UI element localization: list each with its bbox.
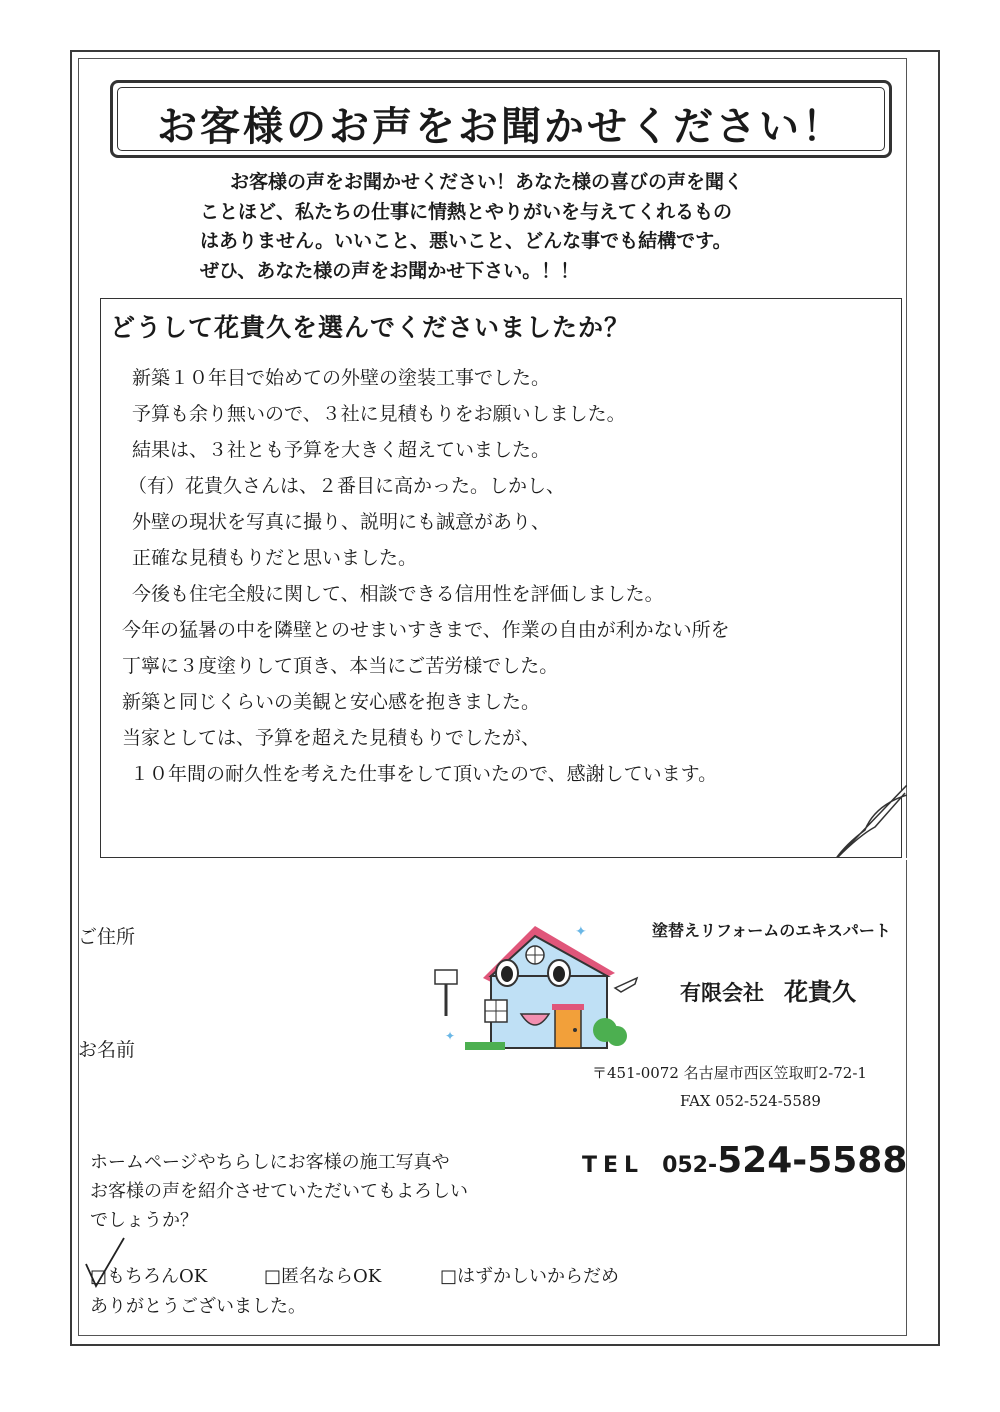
customer-answer bbox=[122, 360, 882, 792]
option-anonymous-ok[interactable]: □匿名ならOK bbox=[264, 1266, 382, 1287]
company-name-block bbox=[680, 972, 856, 1007]
title-frame bbox=[110, 80, 892, 158]
company-slogan: 塗替えリフォームのエキスパート bbox=[652, 921, 891, 940]
question-heading: どうして花貴久を選んでくださいましたか？ bbox=[110, 313, 631, 342]
svg-text:✦: ✦ bbox=[445, 1029, 456, 1043]
answer-line: 予算も余り無いので、３社に見積もりをお願いしました。 bbox=[132, 403, 626, 425]
checkmark-icon bbox=[80, 1234, 130, 1294]
answer-line: （有）花貴久さんは、２番目に高かった。しかし、 bbox=[128, 475, 566, 497]
house-mascot-icon bbox=[425, 918, 640, 1058]
answer-line: 新築１０年目で始めての外壁の塗装工事でした。 bbox=[132, 367, 551, 389]
company-address: 〒451-0072 名古屋市西区笠取町2-72-1 bbox=[592, 1064, 867, 1082]
company-fax: FAX 052-524-5589 bbox=[680, 1092, 821, 1110]
page-title: お客様のお声をお聞かせください！ bbox=[157, 104, 845, 150]
company-name: 花貴久 bbox=[784, 978, 856, 1006]
company-tel bbox=[582, 1140, 907, 1181]
answer-line: 新築と同じくらいの美観と安心感を抱きました。 bbox=[122, 691, 541, 713]
answer-line: 丁寧に３度塗りして頂き、本当にご苦労様でした。 bbox=[122, 655, 559, 677]
intro-line: お客様の声をお聞かせください！あなた様の喜びの声を聞く bbox=[230, 171, 744, 193]
intro-line: はありません。いいこと、悪いこと、どんな事でも結構です。 bbox=[200, 230, 732, 252]
option-ok[interactable]: □もちろんOK bbox=[90, 1266, 208, 1287]
answer-line: 当家としては、予算を超えた見積もりでしたが、 bbox=[122, 727, 541, 749]
answer-line: １０年間の耐久性を考えた仕事をして頂いたので、感謝しています。 bbox=[130, 763, 718, 785]
page-curl-icon bbox=[835, 785, 907, 860]
tel-label: TEL bbox=[582, 1153, 645, 1178]
answer-line: 結果は、３社とも予算を大きく超えていました。 bbox=[132, 439, 551, 461]
tel-number: 524-5588 bbox=[717, 1140, 908, 1181]
tel-prefix: 052- bbox=[662, 1153, 718, 1178]
answer-line: 外壁の現状を写真に撮り、説明にも誠意があり、 bbox=[132, 511, 551, 533]
svg-text:✦: ✦ bbox=[575, 924, 587, 940]
intro-line: ぜひ、あなた様の声をお聞かせ下さい。！！ bbox=[200, 259, 580, 282]
address-label: ご住所 bbox=[78, 926, 136, 948]
consent-line: でしょうか？ bbox=[90, 1210, 198, 1231]
option-decline[interactable]: □はずかしいからだめ bbox=[440, 1266, 620, 1287]
answer-line: 正確な見積もりだと思いました。 bbox=[132, 547, 418, 569]
answer-line: 今後も住宅全般に関して、相談できる信用性を評価しました。 bbox=[132, 583, 664, 605]
thanks-text: ありがとうございました。 bbox=[90, 1296, 306, 1317]
consent-question bbox=[90, 1148, 570, 1235]
consent-line: お客様の声を紹介させていただいてもよろしい bbox=[90, 1181, 468, 1202]
consent-line: ホームページやちらしにお客様の施工写真や bbox=[90, 1152, 450, 1173]
intro-text bbox=[200, 168, 840, 286]
company-type: 有限会社 bbox=[680, 981, 764, 1005]
intro-line: ことほど、私たちの仕事に情熱とやりがいを与えてくれるもの bbox=[200, 200, 733, 223]
name-label: お名前 bbox=[78, 1039, 136, 1061]
answer-line: 今年の猛暑の中を隣壁とのせまいすきまで、作業の自由が利かない所を bbox=[122, 619, 730, 641]
